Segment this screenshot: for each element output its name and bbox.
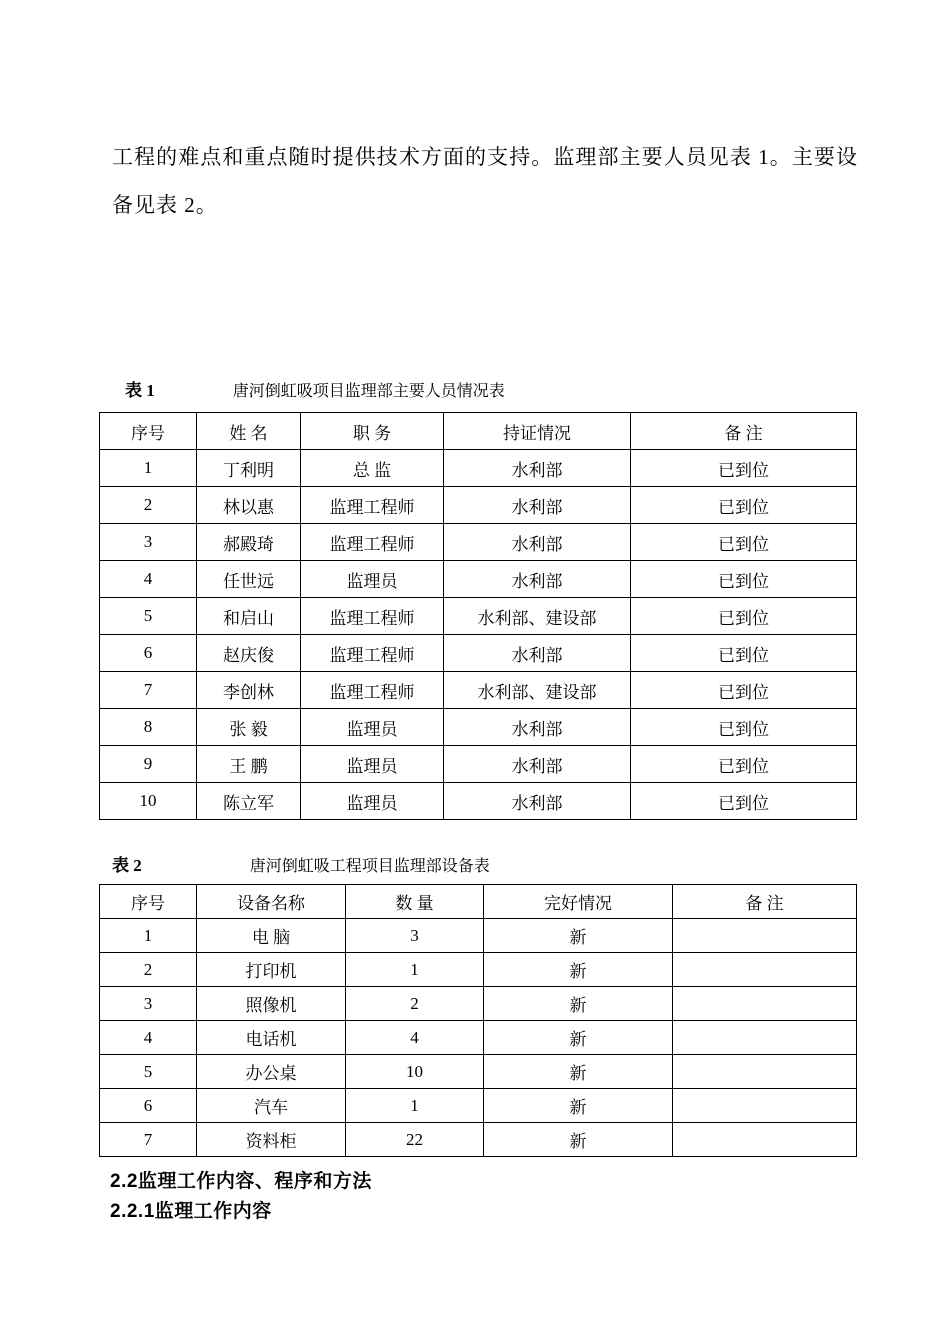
table-cell: 水利部 [444, 783, 631, 820]
table-cell: 2 [100, 953, 197, 987]
table2-caption-label: 表 2 [112, 856, 142, 875]
table-cell: 7 [100, 672, 197, 709]
table-row [100, 450, 857, 487]
table-cell: 水利部、建设部 [444, 672, 631, 709]
table-cell: 监理工程师 [301, 635, 444, 672]
table-cell: 电话机 [197, 1021, 346, 1055]
table-cell: 22 [346, 1123, 484, 1157]
column-header-remark: 备 注 [673, 885, 857, 919]
personnel-table [99, 412, 857, 820]
table-cell: 6 [100, 635, 197, 672]
table-cell: 和启山 [197, 598, 301, 635]
table-cell: 监理工程师 [301, 672, 444, 709]
table-cell: 汽车 [197, 1089, 346, 1123]
table-cell: 监理工程师 [301, 487, 444, 524]
column-header-condition: 完好情况 [484, 885, 673, 919]
table-cell [673, 1021, 857, 1055]
table-cell: 赵庆俊 [197, 635, 301, 672]
table-cell: 3 [346, 919, 484, 953]
table-cell: 新 [484, 919, 673, 953]
table-row [100, 746, 857, 783]
table-cell: 总 监 [301, 450, 444, 487]
table-cell: 10 [100, 783, 197, 820]
table-cell: 2 [346, 987, 484, 1021]
table-cell: 监理员 [301, 709, 444, 746]
table-cell: 监理员 [301, 783, 444, 820]
table-cell [673, 919, 857, 953]
table-row [100, 1021, 857, 1055]
table-cell: 水利部 [444, 487, 631, 524]
table-row [100, 709, 857, 746]
table-row [100, 919, 857, 953]
table2-caption [112, 851, 490, 876]
column-header-quantity: 数 量 [346, 885, 484, 919]
table-cell: 8 [100, 709, 197, 746]
table-cell: 新 [484, 1055, 673, 1089]
table-cell: 4 [100, 1021, 197, 1055]
table-cell: 已到位 [631, 450, 857, 487]
table-cell: 1 [346, 1089, 484, 1123]
table-row [100, 635, 857, 672]
table-cell: 4 [100, 561, 197, 598]
table-cell: 2 [100, 487, 197, 524]
table-cell: 任世远 [197, 561, 301, 598]
table-row [100, 1123, 857, 1157]
table-cell [673, 1055, 857, 1089]
table-cell [673, 1089, 857, 1123]
table-cell: 陈立军 [197, 783, 301, 820]
table-cell: 6 [100, 1089, 197, 1123]
table-cell: 水利部 [444, 524, 631, 561]
table-cell: 新 [484, 953, 673, 987]
intro-paragraph: 工程的难点和重点随时提供技术方面的支持。监理部主要人员见表 1。主要设备见表 2。 [112, 145, 858, 217]
table-row [100, 953, 857, 987]
table1-caption [125, 376, 505, 401]
subsection-heading: 2.2.1监理工作内容 [110, 1201, 272, 1222]
table-cell: 1 [100, 919, 197, 953]
table2-caption-text: 唐河倒虹吸工程项目监理部设备表 [249, 858, 490, 875]
table-cell: 水利部 [444, 561, 631, 598]
table-cell: 已到位 [631, 746, 857, 783]
table-cell: 王 鹏 [197, 746, 301, 783]
table-cell: 已到位 [631, 709, 857, 746]
column-header-title: 职 务 [301, 413, 444, 450]
table-cell: 资料柜 [197, 1123, 346, 1157]
table-cell: 丁利明 [197, 450, 301, 487]
equipment-table-body [100, 919, 857, 1157]
table-cell: 已到位 [631, 487, 857, 524]
equipment-table [99, 884, 857, 1157]
table-cell: 监理工程师 [301, 598, 444, 635]
personnel-table-header-row [100, 413, 857, 450]
table-row [100, 672, 857, 709]
column-header-index: 序号 [100, 413, 197, 450]
table-cell: 已到位 [631, 561, 857, 598]
table-cell: 监理员 [301, 746, 444, 783]
table-cell: 已到位 [631, 635, 857, 672]
table-cell: 1 [100, 450, 197, 487]
table-row [100, 783, 857, 820]
column-header-equipment-name: 设备名称 [197, 885, 346, 919]
table-cell: 已到位 [631, 524, 857, 561]
table-cell: 照像机 [197, 987, 346, 1021]
table-cell: 9 [100, 746, 197, 783]
table-cell: 水利部 [444, 746, 631, 783]
table-cell: 新 [484, 1089, 673, 1123]
table-cell: 已到位 [631, 598, 857, 635]
column-header-index: 序号 [100, 885, 197, 919]
column-header-name: 姓 名 [197, 413, 301, 450]
table-cell: 新 [484, 1021, 673, 1055]
table-cell: 5 [100, 598, 197, 635]
table-cell: 新 [484, 1123, 673, 1157]
table-cell: 已到位 [631, 783, 857, 820]
table-cell: 新 [484, 987, 673, 1021]
table-cell: 7 [100, 1123, 197, 1157]
table-row [100, 561, 857, 598]
table-cell: 10 [346, 1055, 484, 1089]
table-cell: 1 [346, 953, 484, 987]
table-cell: 5 [100, 1055, 197, 1089]
equipment-table-header-row [100, 885, 857, 919]
table1-caption-text: 唐河倒虹吸项目监理部主要人员情况表 [232, 383, 505, 400]
table-row [100, 598, 857, 635]
table-cell: 办公桌 [197, 1055, 346, 1089]
table-row [100, 487, 857, 524]
table-cell: 3 [100, 987, 197, 1021]
personnel-table-body [100, 450, 857, 820]
table-cell [673, 987, 857, 1021]
table-cell: 3 [100, 524, 197, 561]
table-cell: 水利部 [444, 709, 631, 746]
table-cell: 打印机 [197, 953, 346, 987]
table-row [100, 987, 857, 1021]
table-cell: 水利部 [444, 635, 631, 672]
table-row [100, 1089, 857, 1123]
table-cell: 4 [346, 1021, 484, 1055]
table-cell: 水利部、建设部 [444, 598, 631, 635]
table-cell: 监理员 [301, 561, 444, 598]
table-row [100, 524, 857, 561]
table-cell: 张 毅 [197, 709, 301, 746]
section-heading: 2.2监理工作内容、程序和方法 [110, 1171, 372, 1192]
table-cell: 电 脑 [197, 919, 346, 953]
table-cell: 水利部 [444, 450, 631, 487]
column-header-remark: 备 注 [631, 413, 857, 450]
table-row [100, 1055, 857, 1089]
table-cell: 林以惠 [197, 487, 301, 524]
table-cell: 监理工程师 [301, 524, 444, 561]
table1-caption-label: 表 1 [125, 381, 155, 400]
table-cell: 郝殿琦 [197, 524, 301, 561]
column-header-certificate: 持证情况 [444, 413, 631, 450]
table-cell: 已到位 [631, 672, 857, 709]
table-cell [673, 953, 857, 987]
table-cell: 李创林 [197, 672, 301, 709]
table-cell [673, 1123, 857, 1157]
